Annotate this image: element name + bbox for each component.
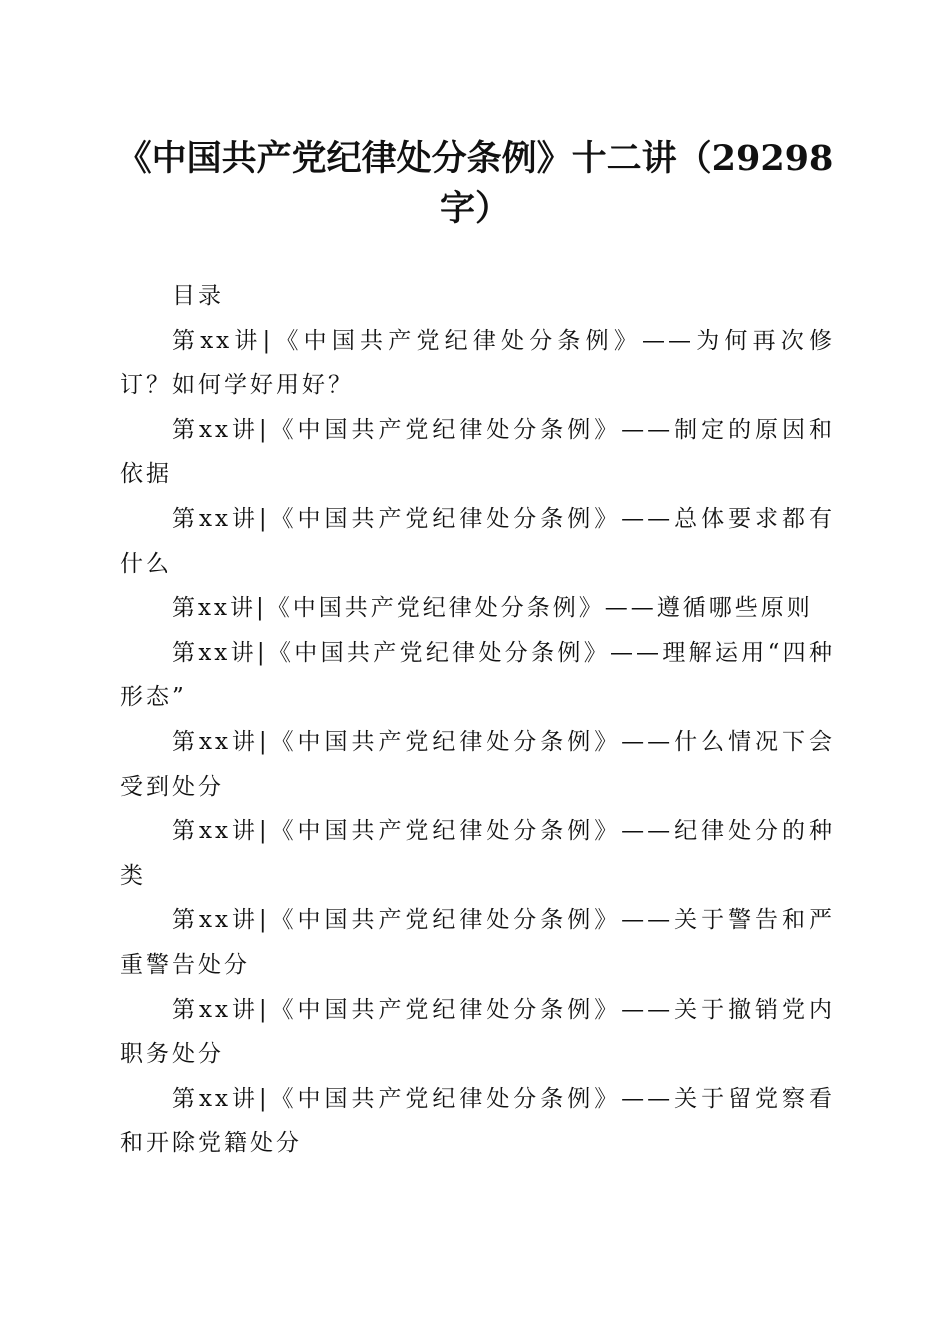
toc-entry: 第xx讲|《中国共产党纪律处分条例》——关于留党察看和开除党籍处分 xyxy=(120,1085,835,1157)
toc-entry: 第xx讲|《中国共产党纪律处分条例》——纪律处分的种类 xyxy=(120,818,835,889)
table-of-contents xyxy=(120,274,835,1166)
toc-entry: 第xx讲|《中国共产党纪律处分条例》——总体要求都有什么 xyxy=(120,505,835,577)
toc-entry: 第xx讲|《中国共产党纪律处分条例》——为何再次修订？如何学好用好？ xyxy=(120,327,835,399)
toc-entry: 第xx讲|《中国共产党纪律处分条例》——理解运用“四种形态” xyxy=(120,639,835,711)
toc-entry: 第xx讲|《中国共产党纪律处分条例》——遵循哪些原则 xyxy=(172,595,813,622)
document-title: 《中国共产党纪律处分条例》十二讲（29298字） xyxy=(116,138,834,229)
toc-entry: 第xx讲|《中国共产党纪律处分条例》——什么情况下会受到处分 xyxy=(120,728,835,800)
toc-entry: 第xx讲|《中国共产党纪律处分条例》——关于撤销党内职务处分 xyxy=(120,996,835,1068)
toc-entry: 第xx讲|《中国共产党纪律处分条例》——制定的原因和依据 xyxy=(120,416,835,488)
toc-entry: 第xx讲|《中国共产党纪律处分条例》——关于警告和严重警告处分 xyxy=(120,907,835,978)
toc-heading: 目录 xyxy=(172,283,224,309)
